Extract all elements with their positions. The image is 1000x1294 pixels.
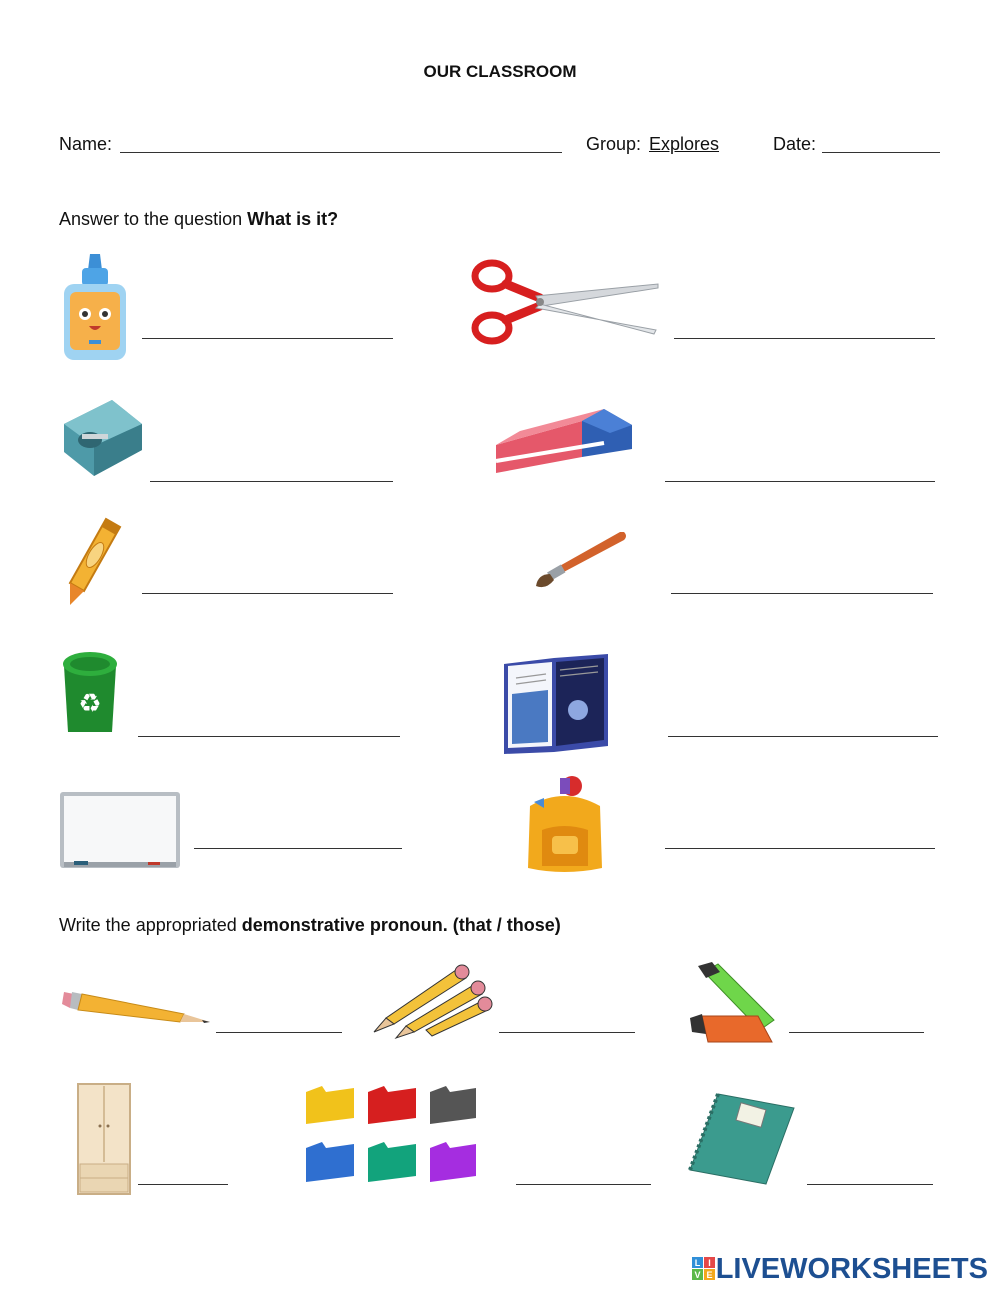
wardrobe-icon — [76, 1082, 132, 1196]
name-input[interactable] — [122, 130, 562, 152]
answer-line-9 — [194, 848, 402, 849]
page-title: OUR CLASSROOM — [423, 62, 577, 81]
date-input[interactable] — [824, 130, 940, 152]
pronoun-input-3[interactable] — [791, 1010, 924, 1032]
logo-text: LIVEWORKSHEETS — [715, 1252, 988, 1285]
badge-letter: L — [694, 1258, 700, 1268]
answer-line-4 — [665, 481, 935, 482]
answer-line-3 — [150, 481, 393, 482]
pronoun-input-1[interactable] — [218, 1010, 342, 1032]
answer-line-5 — [142, 593, 393, 594]
badge-letter: V — [694, 1270, 701, 1280]
book-icon — [498, 654, 610, 756]
section2-instruction: Write the appropriated demonstrative pronoun. (that / those) — [59, 915, 561, 935]
svg-text:♻: ♻ — [78, 689, 102, 719]
answer-input-2[interactable] — [676, 316, 935, 338]
answer-input-1[interactable] — [144, 316, 393, 338]
answer-line-2 — [674, 338, 935, 339]
folders-icon — [304, 1082, 480, 1186]
answer-input-9[interactable] — [196, 826, 402, 848]
pronoun-line-5 — [516, 1184, 651, 1185]
answer-line-6 — [671, 593, 933, 594]
pronoun-input-4[interactable] — [140, 1162, 228, 1184]
highlighters-icon — [688, 962, 778, 1046]
answer-input-8[interactable] — [670, 714, 938, 736]
pronoun-line-6 — [807, 1184, 933, 1185]
glue-bottle-icon — [60, 252, 130, 362]
liveworksheets-logo[interactable] — [692, 1252, 988, 1286]
section1-instruction: Answer to the question What is it? — [59, 209, 339, 229]
group-label: Group: — [586, 134, 642, 154]
crayon-icon — [62, 515, 124, 607]
pronoun-line-2 — [499, 1032, 635, 1033]
recycling-bin-icon — [60, 648, 120, 736]
pronoun-input-6[interactable] — [809, 1162, 933, 1184]
answer-line-1 — [142, 338, 393, 339]
paintbrush-icon — [532, 528, 630, 592]
scissors-icon — [470, 258, 660, 350]
answer-line-8 — [668, 736, 938, 737]
pronoun-line-3 — [789, 1032, 924, 1033]
live-badge-icon — [692, 1257, 716, 1281]
group-value: Explores — [649, 134, 720, 154]
date-label: Date: — [773, 134, 817, 154]
eraser-icon — [492, 405, 634, 477]
pronoun-input-2[interactable] — [501, 1010, 635, 1032]
answer-line-7 — [138, 736, 400, 737]
pencil-sharpener-icon — [60, 394, 144, 480]
answer-input-10[interactable] — [667, 826, 935, 848]
answer-input-6[interactable] — [673, 571, 933, 593]
whiteboard-icon — [58, 790, 182, 872]
backpack-icon — [522, 772, 608, 876]
date-line — [822, 152, 940, 153]
badge-letter: I — [707, 1258, 711, 1268]
answer-input-5[interactable] — [144, 571, 393, 593]
pronoun-input-5[interactable] — [518, 1162, 651, 1184]
answer-input-4[interactable] — [667, 459, 935, 481]
name-label: Name: — [59, 134, 113, 154]
name-line — [120, 152, 562, 153]
pencils-icon — [368, 962, 494, 1038]
answer-input-7[interactable] — [140, 714, 400, 736]
pencil-icon — [60, 986, 214, 1026]
answer-line-10 — [665, 848, 935, 849]
pronoun-line-4 — [138, 1184, 228, 1185]
pronoun-line-1 — [216, 1032, 342, 1033]
answer-input-3[interactable] — [152, 459, 393, 481]
notebook-icon — [688, 1090, 796, 1186]
badge-letter: E — [706, 1270, 713, 1280]
